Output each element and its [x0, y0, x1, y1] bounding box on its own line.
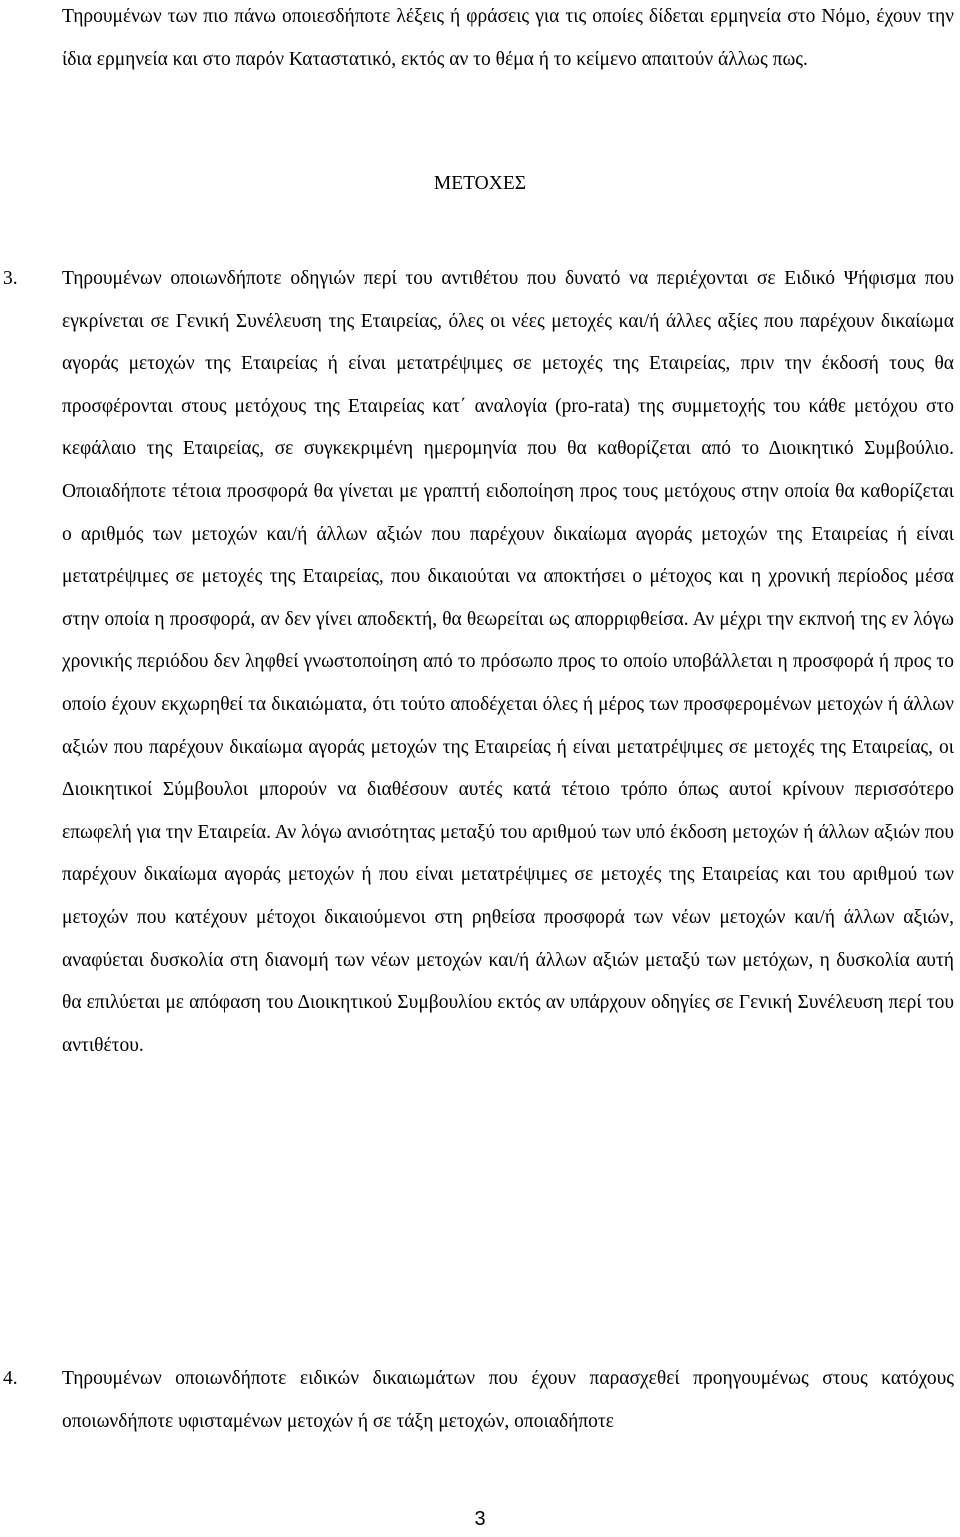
item-number: 4.: [3, 1368, 18, 1389]
item-paragraph: Τηρουμένων οποιωνδήποτε ειδικών δικαιωμάτων που έχουν παρασχεθεί προηγουμένως στους κατόχους οποιωνδήποτε υφισταμένων μετοχών ή σε τάξη μετοχών, οποιαδήποτε: [62, 1368, 954, 1432]
section-heading: ΜΕΤΟΧΕΣ: [433, 173, 527, 194]
intro-paragraph: Τηρουμένων των πιο πάνω οποιεσδήποτε λέξεις ή φράσεις για τις οποίες δίδεται ερμηνεία στο Νόμο, έχουν την ίδια ερμηνεία και στο παρόν Καταστατικό, εκτός αν το θέμα ή το κείμενο απαιτούν άλλως πως.: [62, 6, 954, 70]
page-number: 3: [474, 1508, 486, 1530]
item-number: 3.: [3, 268, 18, 289]
item-paragraph: Τηρουμένων οποιωνδήποτε οδηγιών περί του αντιθέτου που δυνατό να περιέχονται σε Ειδικό Ψήφισμα που εγκρίνεται σε Γενική Συνέλευση της Εταιρείας, όλες οι νέες μετοχές και/ή άλλες αξίες που παρέχουν δικαίωμα αγοράς μετοχών της Εταιρείας ή είναι μετατρέψιμες σε μετοχές της Εταιρείας, πριν την έκδοσή τους θα προσφέρονται στους μετόχους της Εταιρείας κατ΄ αναλογία (pro-rata) της συμμετοχής του κάθε μετόχου στο κεφάλαιο της Εταιρείας, σε συγκεκριμένη ημερομηνία που θα καθορίζεται από το Διοικητικό Συμβούλιο. Οποιαδήποτε τέτοια προσφορά θα γίνεται με γραπτή ειδοποίηση προς τους μετόχους στην οποία θα καθορίζεται ο αριθμός των μετοχών και/ή άλλων αξιών που παρέχουν δικαίωμα αγοράς μετοχών της Εταιρείας ή είναι μετατρέψιμες σε μετοχές της Εταιρείας, που δικαιούται να αποκτήσει ο μέτοχος και η χρονική περίοδος μέσα στην οποία η προσφορά, αν δεν γίνει αποδεκτή, θα θεωρείται ως απορριφθείσα. Αν μέχρι την εκπνοή της εν λόγω χρονικής περιόδου δεν ληφθεί γνωστοποίηση από το πρόσωπο προς το οποίο υποβάλλεται η προσφορά ή προς το οποίο έχουν εκχωρηθεί τα δικαιώματα, ότι τούτο αποδέχεται όλες ή μέρος των προσφερομένων μετοχών ή άλλων αξιών που παρέχουν δικαίωμα αγοράς μετοχών της Εταιρείας ή είναι μετατρέψιμες σε μετοχές της Εταιρείας, οι Διοικητικοί Σύμβουλοι μπορούν να διαθέσουν αυτές κατά τέτοιο τρόπο όπως αυτοί κρίνουν περισσότερο επωφελή για την Εταιρεία. Αν λόγω ανισότητας μεταξύ του αριθμού των υπό έκδοση μετοχών ή άλλων αξιών που παρέχουν δικαίωμα αγοράς μετοχών ή που είναι μετατρέψιμες σε μετοχές της Εταιρείας και του αριθμού των μετοχών που κατέχουν μέτοχοι δικαιούμενοι στη ρηθείσα προσφορά των νέων μετοχών και/ή άλλων αξιών, αναφύεται δυσκολία στη διανομή των νέων μετοχών και/ή άλλων αξιών μεταξύ των μετόχων, η δυσκολία αυτή θα επιλύεται με απόφαση του Διοικητικού Συμβουλίου εκτός αν υπάρχουν οδηγίες σε Γενική Συνέλευση περί του αντιθέτου.: [62, 268, 954, 1056]
